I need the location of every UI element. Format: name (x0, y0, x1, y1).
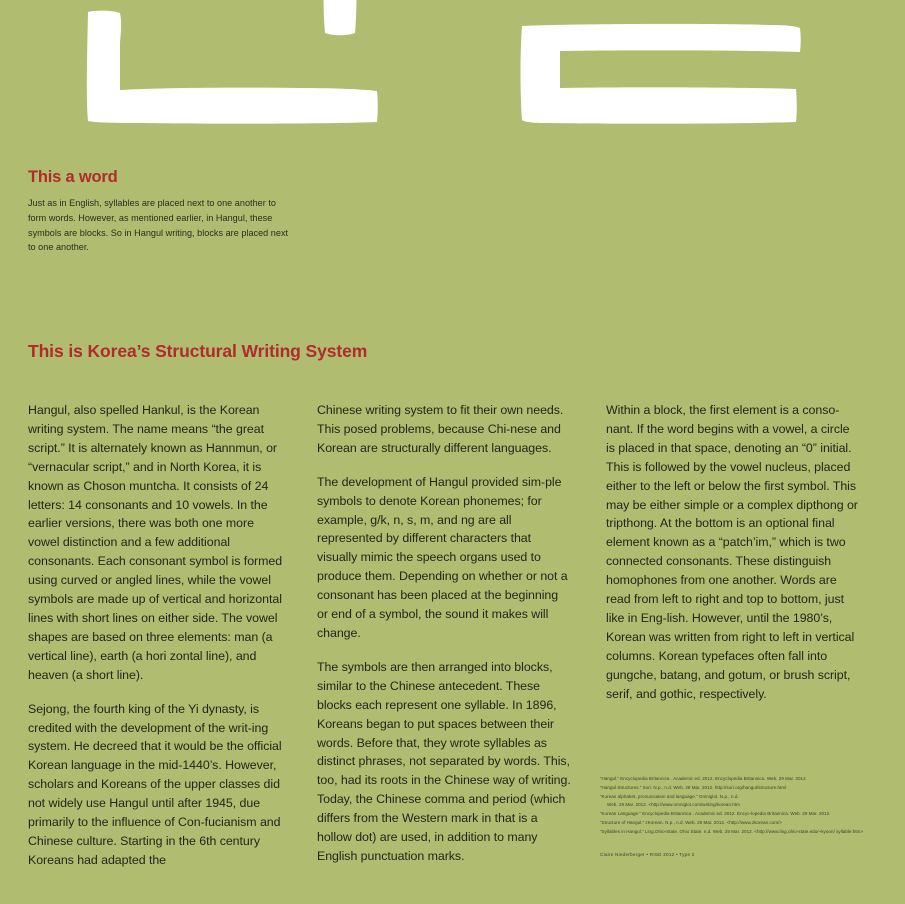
paragraph: The development of Hangul provided sim-ple symbols to denote Korean phonemes; for example, g/k, n, s, m, and ng are all represented by different characters that visually mimic the speech organs used to produce them. Depending on whether or not a consonant has been placed at the beginning or end of a symbol, the sound it makes will change. (317, 474, 568, 640)
citation-line: “Structure of Hangul.” zKorean. N.p., n.d. Web. 29 Mar. 2012. <http://www.zkorean.com/> (600, 819, 783, 825)
body-column-2 (317, 401, 572, 870)
hangul-display-glyphs (0, 0, 905, 135)
word-section-heading: This a word (28, 168, 118, 186)
hangul-glyph-svg (0, 0, 905, 135)
paragraph: Hangul, also spelled Hankul, is the Korean writing system. The name means “the great script.” It is alternately known as Hannmun, or “vernacular script,” and in North Korea, it is known as Choson muntcha. It consists of 24 letters: 14 consonants and 10 vowels. In the earlier versions, there was both one more vowel distinction and a few additional consonants. Each consonant symbol is formed using curved or angled lines, while the vowel symbols are made up of vertical and horizontal lines with short lines on either side. The vowel shapes are based on three elements: man (a vertical line), earth (a hori zontal line), and heaven (a short line). (28, 403, 283, 682)
citation-line: “Korean alphabet, pronunciation and language.” Omniglot. N.p., n.d. (600, 793, 739, 799)
paragraph: Sejong, the fourth king of the Yi dynasty, is credited with the development of the writ-ing system. He decreed that it would be the official Korean language in the mid-1440’s. However, scholars and Koreans of the upper classes did not widely use Hangul until after 1945, due primarily to the influence of Con-fucianism and Chinese culture. Starting in the 6th century Koreans had adapted the (28, 701, 282, 867)
hangul-rieul-glyph (521, 24, 801, 124)
hangul-vowel-tick-glyph (324, 0, 357, 35)
citation-line: “Korean Language.” Encyclopedia Britannica . Academic ed. 2012. Encyc-lopedia Britannica. Web. 29 Mar. 2012. (600, 811, 831, 817)
paragraph: Within a block, the first element is a conso-nant. If the word begins with a vowel, a circle is placed in that space, denoting an “0” initial. This is followed by the vowel nucleus, placed either to the left or below the first symbol. This may be either simple or a complex dipthong or tripthong. At the bottom is an optional final element known as a “patch’im,” which is two connected consonants. These distinguish homophones from one another. Words are read from left to right and top to bottom, just like in Eng-lish. However, until the 1980’s, Korean was written from right to left in vertical columns. Korean typefaces often fall into gungche, batang, and gotum, or brush script, serif, and gothic, respectively. (606, 403, 858, 701)
colophon: Claire Niederberger • RISD 2012 • Type 2 (600, 852, 695, 857)
citation-line: “Hangul Structures.” Sori. N.p., n.d. Web. 29 Mar. 2012. http://sori.org/hangul/structure.html (600, 784, 787, 790)
word-section-paragraph: Just as in English, syllables are placed next to one another to form words. However, as mentioned earlier, in Hangul, these symbols are blocks. So in Hangul writing, blocks are placed next to one another. (28, 198, 289, 253)
citation-line: “Hangul.” Encyclopedia Britannica . Academic ed. 2012. Encyclopedia Britannica. Web. 29 Mar. 2012. (600, 776, 807, 781)
word-section (28, 168, 290, 255)
citation-line: Web. 29 Mar. 2012. <http://www.omniglot.com/writing/korean.htm (607, 802, 740, 808)
body-column-1 (28, 401, 283, 870)
paragraph: Chinese writing system to fit their own needs. This posed problems, because Chi-nese and Korean are structurally different languages. (317, 403, 564, 455)
paragraph: The symbols are then arranged into blocks, similar to the Chinese antecedent. These blocks each represent one syllable. In 1896, Koreans began to put spaces between their words. Before that, they wrote syllables as distinct phrases, not separated by words. This, too, had its roots in the Chinese way of writing. Today, the Chinese comma and period (which differs from the Western mark in that is a hollow dot) are used, in addition to many English punctuation marks. (317, 659, 571, 863)
citation-line: “Syllables in Hangul.” Ling.Ohio-State. Ohio State. n.d. Web. 29 Mar. 2012. <http://www.ling.ohio-state.edu/~kyoon/ syllable.htm> (600, 828, 864, 834)
page-title: This is Korea’s Structural Writing System (28, 341, 368, 361)
citations-list (600, 775, 878, 836)
